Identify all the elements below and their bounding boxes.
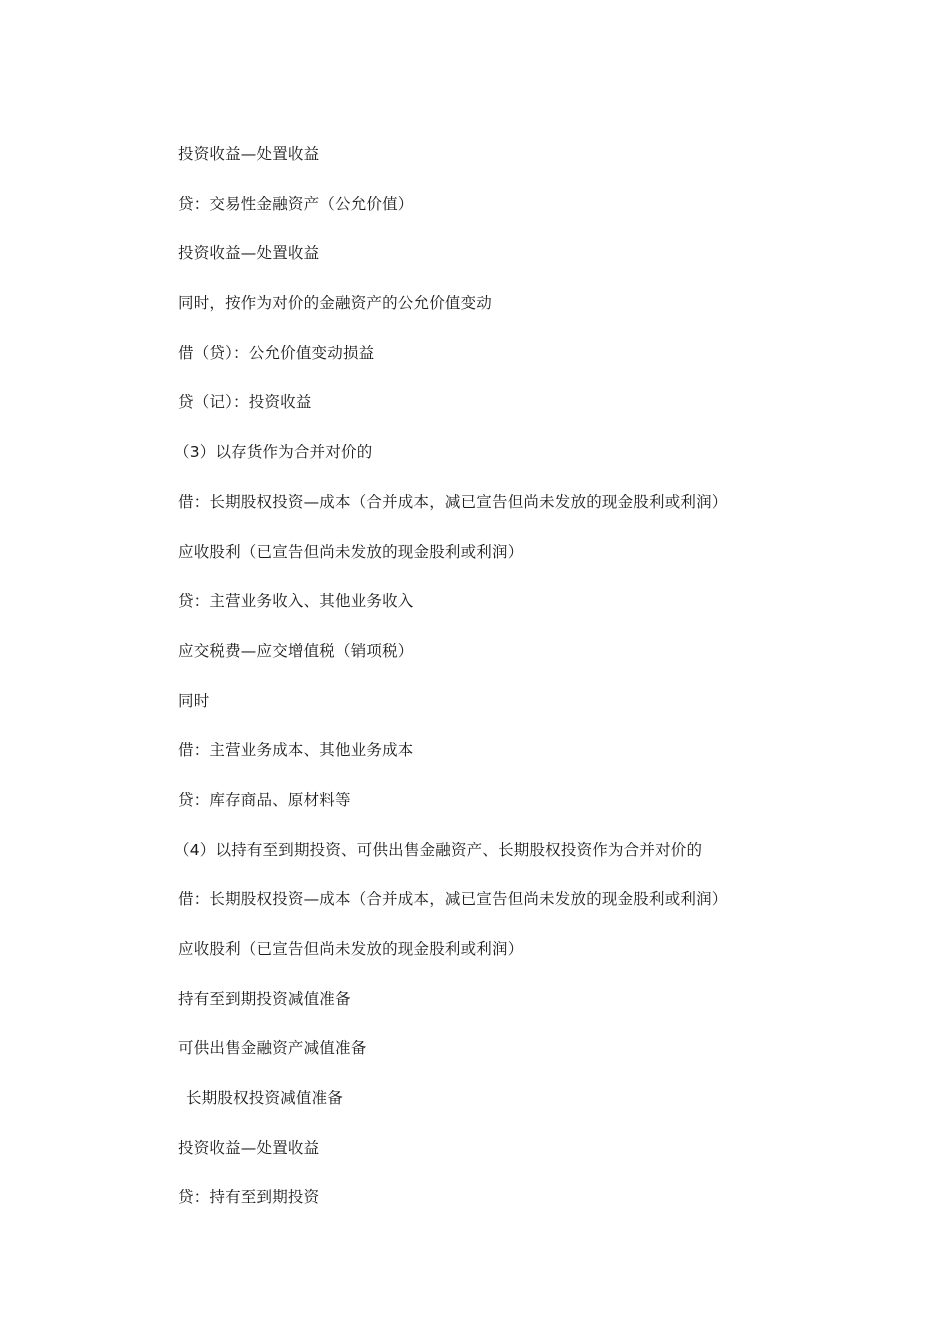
text-line: 借：长期股权投资—成本（合并成本，减已宣告但尚未发放的现金股利或利润） bbox=[178, 890, 728, 909]
text-line: 同时，按作为对价的金融资产的公允价值变动 bbox=[178, 294, 493, 313]
section-heading: （4）以持有至到期投资、可供出售金融资产、长期股权投资作为合并对价的 bbox=[174, 840, 703, 859]
text-line: 投资收益—处置收益 bbox=[178, 244, 320, 263]
text-line: 借（贷）：公允价值变动损益 bbox=[178, 343, 375, 362]
text-line: 应交税费—应交增值税（销项税） bbox=[178, 641, 414, 660]
text-line: 同时 bbox=[178, 691, 210, 710]
text-line: 投资收益—处置收益 bbox=[178, 1138, 320, 1157]
text-line: 贷：交易性金融资产（公允价值） bbox=[178, 194, 414, 213]
text-line: 贷：主营业务收入、其他业务收入 bbox=[178, 592, 414, 611]
text-line: 借：长期股权投资—成本（合并成本，减已宣告但尚未发放的现金股利或利润） bbox=[178, 492, 728, 511]
text-line: 贷：持有至到期投资 bbox=[178, 1188, 320, 1207]
text-line: 贷（记）：投资收益 bbox=[178, 393, 312, 412]
text-line: 贷：库存商品、原材料等 bbox=[178, 790, 351, 809]
document-body bbox=[174, 140, 878, 1233]
text-line: 长期股权投资减值准备 bbox=[186, 1089, 344, 1108]
section-heading: （3）以存货作为合并对价的 bbox=[174, 443, 373, 462]
text-line: 应收股利（已宣告但尚未发放的现金股利或利润） bbox=[178, 542, 524, 561]
text-line: 持有至到期投资减值准备 bbox=[178, 989, 351, 1008]
text-line: 应收股利（已宣告但尚未发放的现金股利或利润） bbox=[178, 940, 524, 958]
text-line: 可供出售金融资产减值准备 bbox=[178, 1039, 367, 1058]
text-line: 借：主营业务成本、其他业务成本 bbox=[178, 741, 414, 760]
text-line: 投资收益—处置收益 bbox=[178, 145, 320, 163]
